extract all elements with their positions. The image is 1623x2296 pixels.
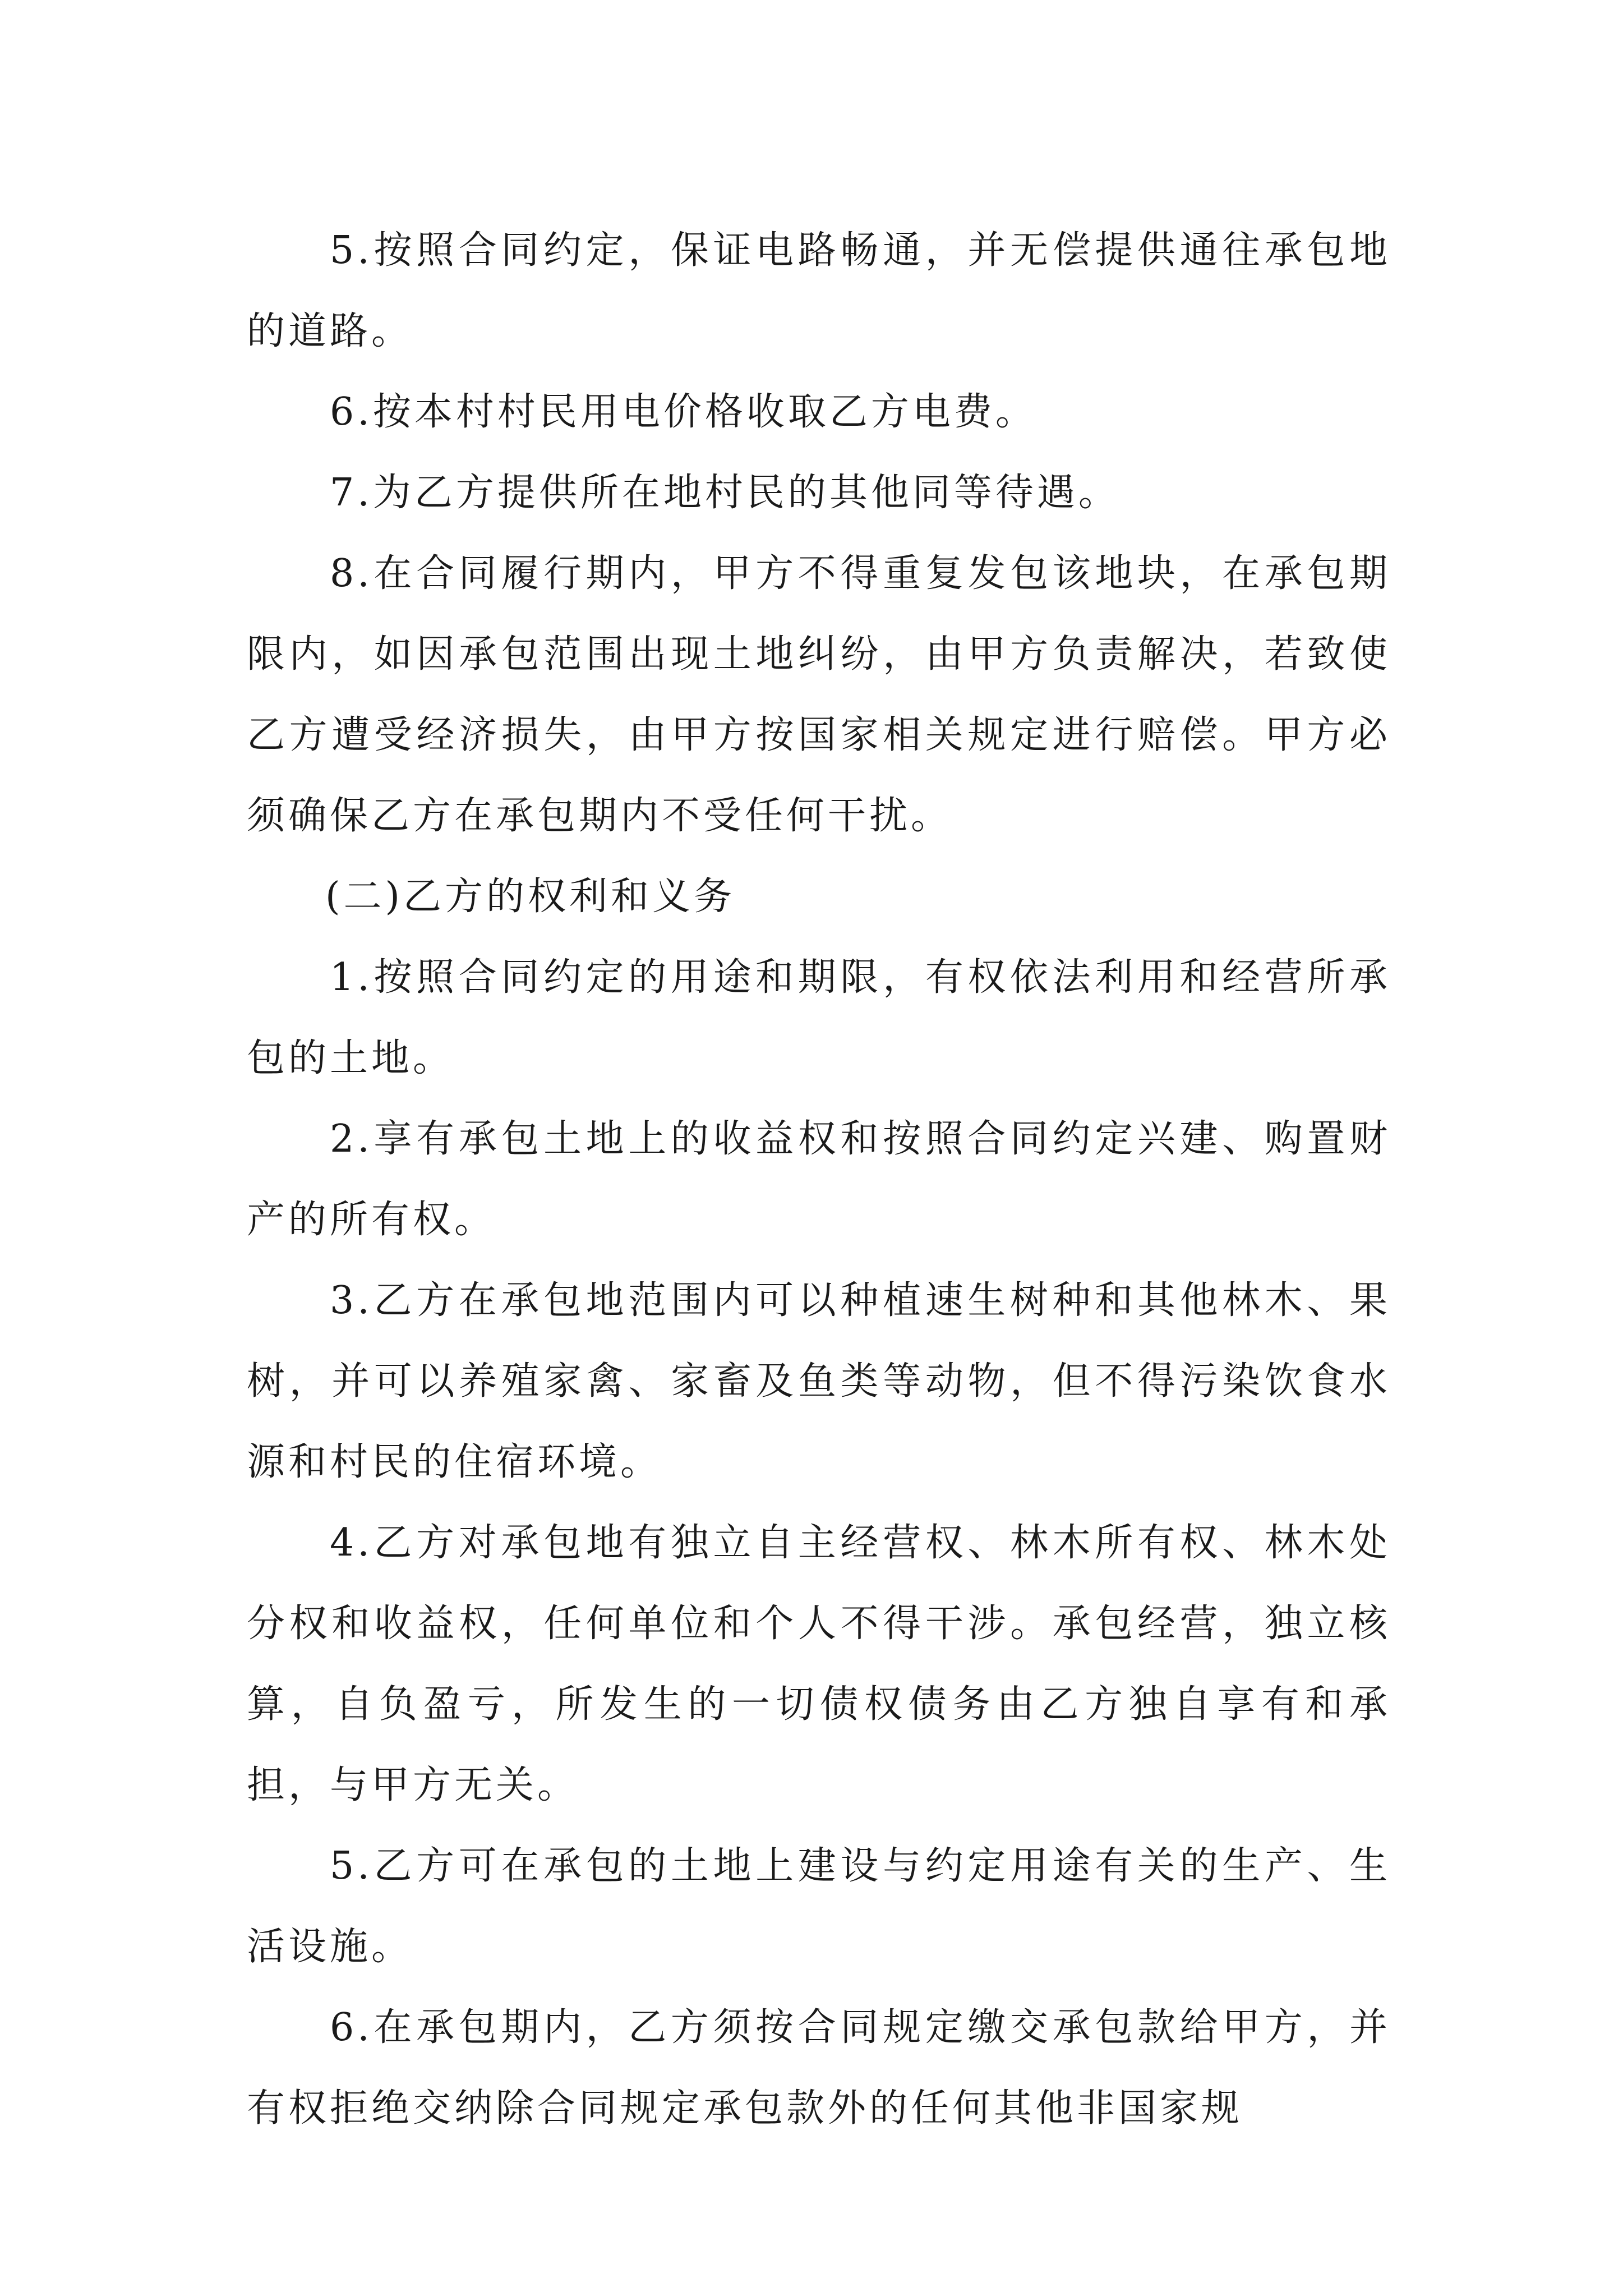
paragraph-party-a-item-5: 5.按照合同约定，保证电路畅通，并无偿提供通往承包地的道路。: [247, 228, 1391, 353]
section-heading-party-b: (二)乙方的权利和义务: [325, 875, 736, 919]
paragraph-party-b-item-6: 6.在承包期内，乙方须按合同规定缴交承包款给甲方，并有权拒绝交纳除合同规定承包款外的任何其他非国家规: [247, 2005, 1391, 2131]
paragraph-party-a-item-7: 7.为乙方提供所在地村民的其他同等待遇。: [330, 471, 1120, 515]
paragraph-party-a-item-6: 6.按本村村民用电价格收取乙方电费。: [330, 390, 1037, 434]
paragraph-party-b-item-3: 3.乙方在承包地范围内可以种植速生树种和其他林木、果树，并可以养殖家禽、家畜及鱼类等动物，但不得污染饮食水源和村民的住宿环境。: [247, 1278, 1391, 1484]
document-body: [247, 210, 1391, 2149]
paragraph-party-b-item-4: 4.乙方对承包地有独立自主经营权、林木所有权、林木处分权和收益权，任何单位和个人不得干涉。承包经营，独立核算，自负盈亏，所发生的一切债权债务由乙方独自享有和承担，与甲方无关。: [247, 1521, 1391, 1807]
paragraph-party-b-item-5: 5.乙方可在承包的土地上建设与约定用途有关的生产、生活设施。: [247, 1844, 1391, 1969]
paragraph-party-a-item-8: 8.在合同履行期内，甲方不得重复发包该地块，在承包期限内，如因承包范围出现土地纠纷，由甲方负责解决，若致使乙方遭受经济损失，由甲方按国家相关规定进行赔偿。甲方必须确保乙方在承包期内不受任何干扰。: [247, 551, 1391, 838]
paragraph-party-b-item-1: 1.按照合同约定的用途和期限，有权依法利用和经营所承包的土地。: [247, 955, 1391, 1080]
paragraph-party-b-item-2: 2.享有承包土地上的收益权和按照合同约定兴建、购置财产的所有权。: [247, 1117, 1391, 1242]
